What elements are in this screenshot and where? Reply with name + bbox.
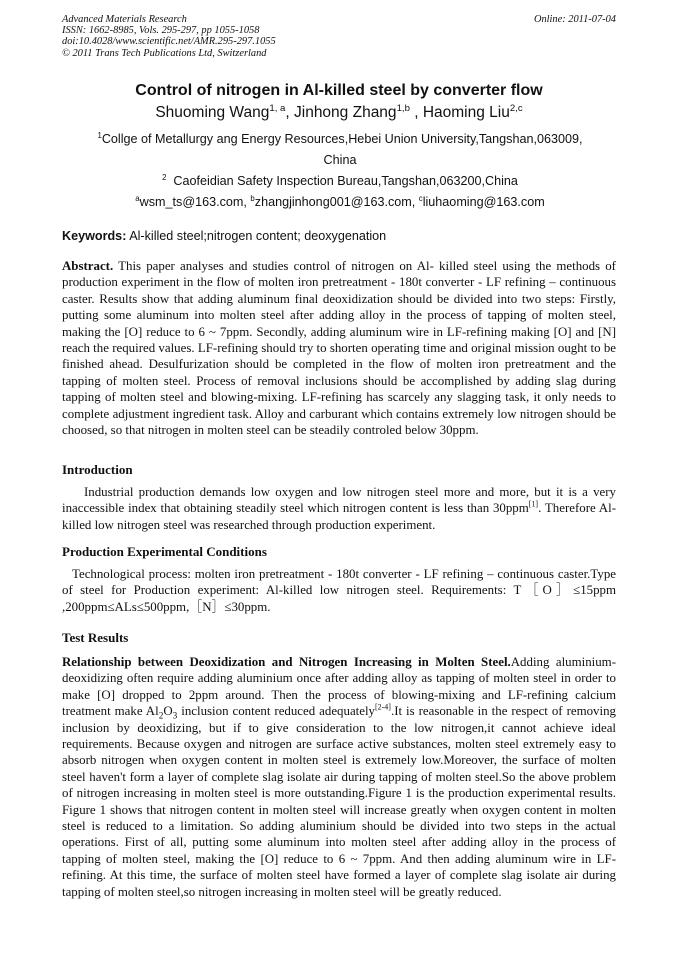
results-heading: Test Results [62, 630, 129, 645]
email-link: zhangjinhong001@163.com, [254, 195, 419, 209]
email-mark: b [250, 193, 255, 203]
abstract-label: Abstract. [62, 259, 114, 273]
introduction-paragraph [62, 484, 616, 533]
email-mark: c [418, 193, 423, 203]
author-name: Jinhong Zhang [294, 104, 397, 121]
subscript: 3 [172, 711, 178, 722]
online-date: Online: 2011-07-04 [533, 14, 616, 25]
citation: [1] [528, 500, 539, 510]
author-affil-mark: 1, a [269, 102, 286, 114]
results-text: Adding aluminium- deoxidizing often require adding aluminium once after adding alloy as tapping of molten steel in order to make [O] dropped to 2ppm around. Then the process of blowing-mixing and LF-refining calcium treatment make Al [62, 655, 616, 719]
abstract-text: This paper analyses and studies control of nitrogen on Al- killed steel using the methods of production experiment in the flow of molten iron pretreatment - 180t converter - LF refining – continuous caster. Results show that adding aluminum final deoxidization should be divided into two steps: Firstly, putting some aluminum into molten steel after adding alloy in the process of tapping of molten steel, making the [O] reduce to 6 ~ 7ppm. Secondly, adding aluminum wire in LF-refining making [O] and [N] reach the required values. LF-refining should try to shorten operating time and original mission ought to be finished ahead. Desulfurization should be completed in the flow of molten iron pretreatment and the tapping of molten steel. Process of removal inclusions should be accomplished by adding slag during tapping of molten steel and blowing-mixing. LF-refining has scarcely any slagging task, it only needs to complete adjustment ingredient task. Alloy and carburant which contains extremely low nitrogen should be choosed, so that nitrogen in molten steel can be steadily controled below 30ppm. [62, 259, 616, 438]
author-name: Shuoming Wang [155, 104, 270, 121]
affiliation-text: China [323, 153, 357, 167]
author-list: Shuoming Wang$^{1, a}$, Jinhong Zhang$^{1,b}$ , Haoming Liu$^{2,c}$ [155, 102, 523, 121]
results-text: .It is reasonable in the respect of removing inclusion by deoxidizing, but if to give consideration to the low nitrogen,it cannot achieve ideal requirements. Because oxygen and nitrogen are surface active substances, molten steel extremely easy to absorb nitrogen when oxygen content in molten steel is extremely low.Moreover, the surface of molten steel haven't form a layer of complete slag isolate air during tapping of molten steel.So the above problem of nitrogen increasing in molten steel is more outstanding.Figure 1 is the production experimental results. Figure 1 shows that nitrogen content in molten steel will increase greatly when oxygen content in molten steel is reduced to a limitation. So adding aluminium should be divided into two steps in the actual operations. First of all, putting some aluminum into molten steel after adding alloy in the process of tapping of molten steel, making the [O] reduce to 6 ~ 7ppm. And then adding aluminum wire in LF-refining. At this time, the surface of molten steel have formed a layer of complete slag isolate air during tapping of molten steel,so nitrogen increasing in molten steel will be greatly reduced. [62, 704, 616, 899]
author-name: Haoming Liu [422, 104, 510, 121]
results-text: inclusion content reduced adequately [177, 704, 375, 719]
keywords-text: Al-killed steel;nitrogen content; deoxygenation [129, 229, 387, 243]
issn-line: ISSN: 1662-8985, Vols. 295-297, pp 1055-1058 [62, 25, 260, 37]
conditions-heading: Production Experimental Conditions [62, 544, 267, 559]
affiliation-text: Caofeidian Safety Inspection Bureau,Tangshan,063200,China [173, 174, 518, 188]
affiliation-2 [60, 172, 620, 191]
citation: [2-4] [375, 702, 391, 712]
subscript: 2 [158, 711, 164, 722]
affiliation-number: 2 [162, 172, 167, 182]
affiliation-1 [60, 130, 620, 149]
introduction-text: Industrial production demands low oxygen and low nitrogen steel more and more, but it is a very inaccessible index that obtaining steadily steel which nitrogen content is less than 30ppm [62, 485, 616, 516]
publication-header [62, 14, 616, 59]
email-list [60, 193, 620, 212]
conditions-paragraph: Technological process: molten iron pretreatment - 180t converter - LF refining – continuous caster.Type of steel for Production experiment: Al-killed low nitrogen steel. Requirements: T［O］≤15ppm ,200ppm≤ALs≤500ppm,［N］≤30ppm. [62, 567, 616, 614]
affiliation-number: 1 [97, 130, 102, 140]
results-paragraph [62, 654, 616, 900]
results-text: O [163, 704, 173, 719]
affiliation-1-country [60, 151, 620, 170]
keywords [62, 229, 616, 243]
journal-name: Advanced Materials Research [62, 14, 187, 25]
introduction-heading: Introduction [62, 462, 133, 477]
doi-line: doi:10.4028/www.scientific.net/AMR.295-297.1055 [62, 36, 276, 48]
author-affil-mark: 1,b [396, 102, 410, 114]
email-link: liuhaoming@163.com [422, 195, 545, 209]
email-mark: a [135, 193, 140, 203]
keywords-label: Keywords: [62, 229, 127, 243]
paper-title: Control of nitrogen in Al-killed steel by converter flow [135, 82, 543, 99]
affiliation-text: Collge of Metallurgy ang Energy Resources,Hebei Union University,Tangshan,063009, [101, 132, 583, 146]
abstract [62, 258, 616, 438]
results-lead: Relationship between Deoxidization and Nitrogen Increasing in Molten Steel. [62, 655, 511, 669]
author-affil-mark: 2,c [509, 102, 523, 114]
copyright-line: © 2011 Trans Tech Publications Ltd, Switzerland [62, 47, 267, 59]
introduction-text: . Therefore Al-killed low nitrogen steel was researched through production experiment. [62, 501, 616, 532]
email-link: wsm_ts@163.com, [139, 195, 251, 209]
